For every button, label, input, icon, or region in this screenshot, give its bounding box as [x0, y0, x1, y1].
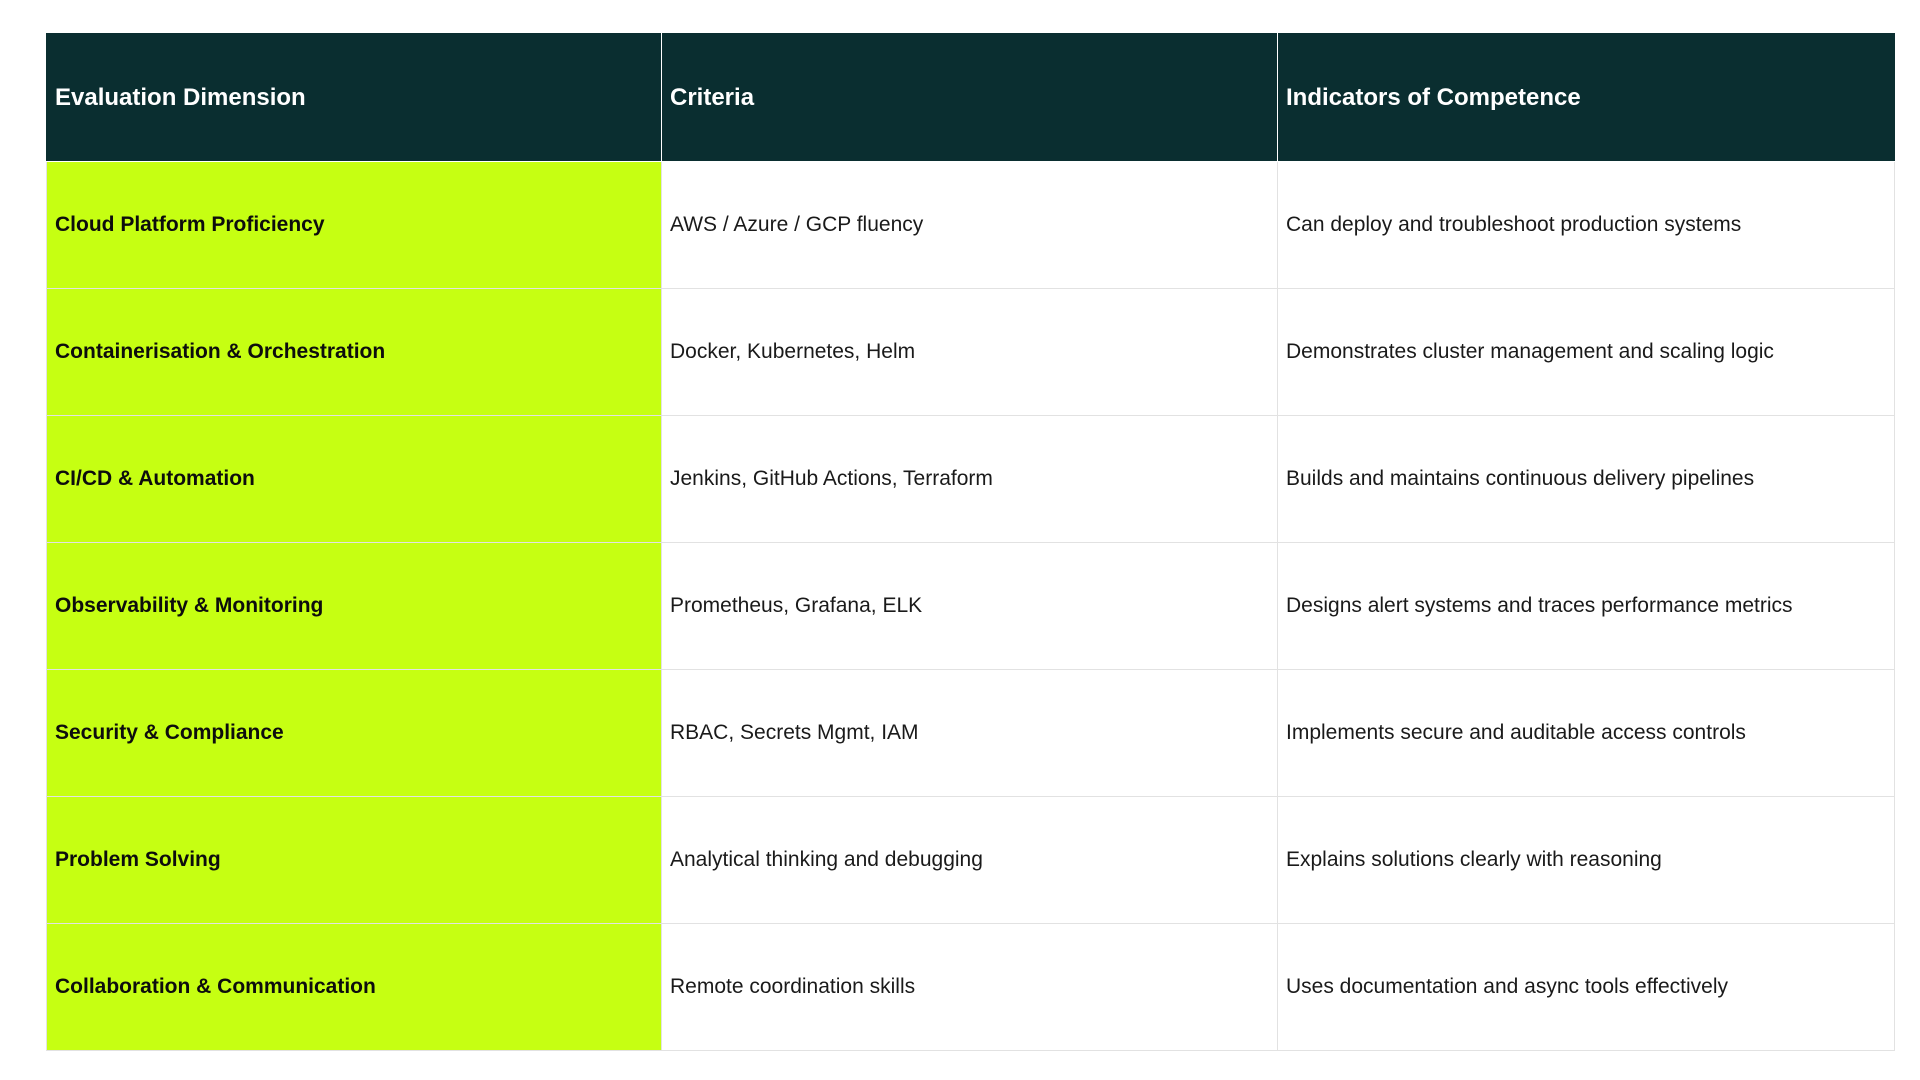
- criteria-cell: Jenkins, GitHub Actions, Terraform: [662, 416, 1278, 543]
- dimension-cell: Problem Solving: [47, 797, 662, 924]
- criteria-cell: Docker, Kubernetes, Helm: [662, 289, 1278, 416]
- criteria-cell: Remote coordination skills: [662, 924, 1278, 1051]
- criteria-cell: Prometheus, Grafana, ELK: [662, 543, 1278, 670]
- table-row: [47, 670, 1895, 797]
- dimension-cell: CI/CD & Automation: [47, 416, 662, 543]
- indicators-cell: Can deploy and troubleshoot production systems: [1278, 162, 1895, 289]
- indicators-cell: Implements secure and auditable access controls: [1278, 670, 1895, 797]
- table-row: [47, 289, 1895, 416]
- dimension-cell: Observability & Monitoring: [47, 543, 662, 670]
- indicators-cell: Designs alert systems and traces performance metrics: [1278, 543, 1895, 670]
- table-row: [47, 924, 1895, 1051]
- indicators-cell: Builds and maintains continuous delivery pipelines: [1278, 416, 1895, 543]
- dimension-cell: Cloud Platform Proficiency: [47, 162, 662, 289]
- header-criteria: Criteria: [662, 34, 1278, 162]
- criteria-cell: RBAC, Secrets Mgmt, IAM: [662, 670, 1278, 797]
- dimension-cell: Security & Compliance: [47, 670, 662, 797]
- table-header: [47, 34, 1895, 162]
- table-row: [47, 416, 1895, 543]
- criteria-cell: Analytical thinking and debugging: [662, 797, 1278, 924]
- indicators-cell: Uses documentation and async tools effectively: [1278, 924, 1895, 1051]
- indicators-cell: Explains solutions clearly with reasoning: [1278, 797, 1895, 924]
- criteria-cell: AWS / Azure / GCP fluency: [662, 162, 1278, 289]
- header-evaluation-dimension: Evaluation Dimension: [47, 34, 662, 162]
- header-indicators: Indicators of Competence: [1278, 34, 1895, 162]
- table-row: [47, 543, 1895, 670]
- table-body: [47, 162, 1895, 1051]
- indicators-cell: Demonstrates cluster management and scaling logic: [1278, 289, 1895, 416]
- dimension-cell: Containerisation & Orchestration: [47, 289, 662, 416]
- header-row: [47, 34, 1895, 162]
- dimension-cell: Collaboration & Communication: [47, 924, 662, 1051]
- evaluation-table-container: [46, 33, 1894, 1051]
- evaluation-table: [46, 33, 1895, 1051]
- table-row: [47, 162, 1895, 289]
- table-row: [47, 797, 1895, 924]
